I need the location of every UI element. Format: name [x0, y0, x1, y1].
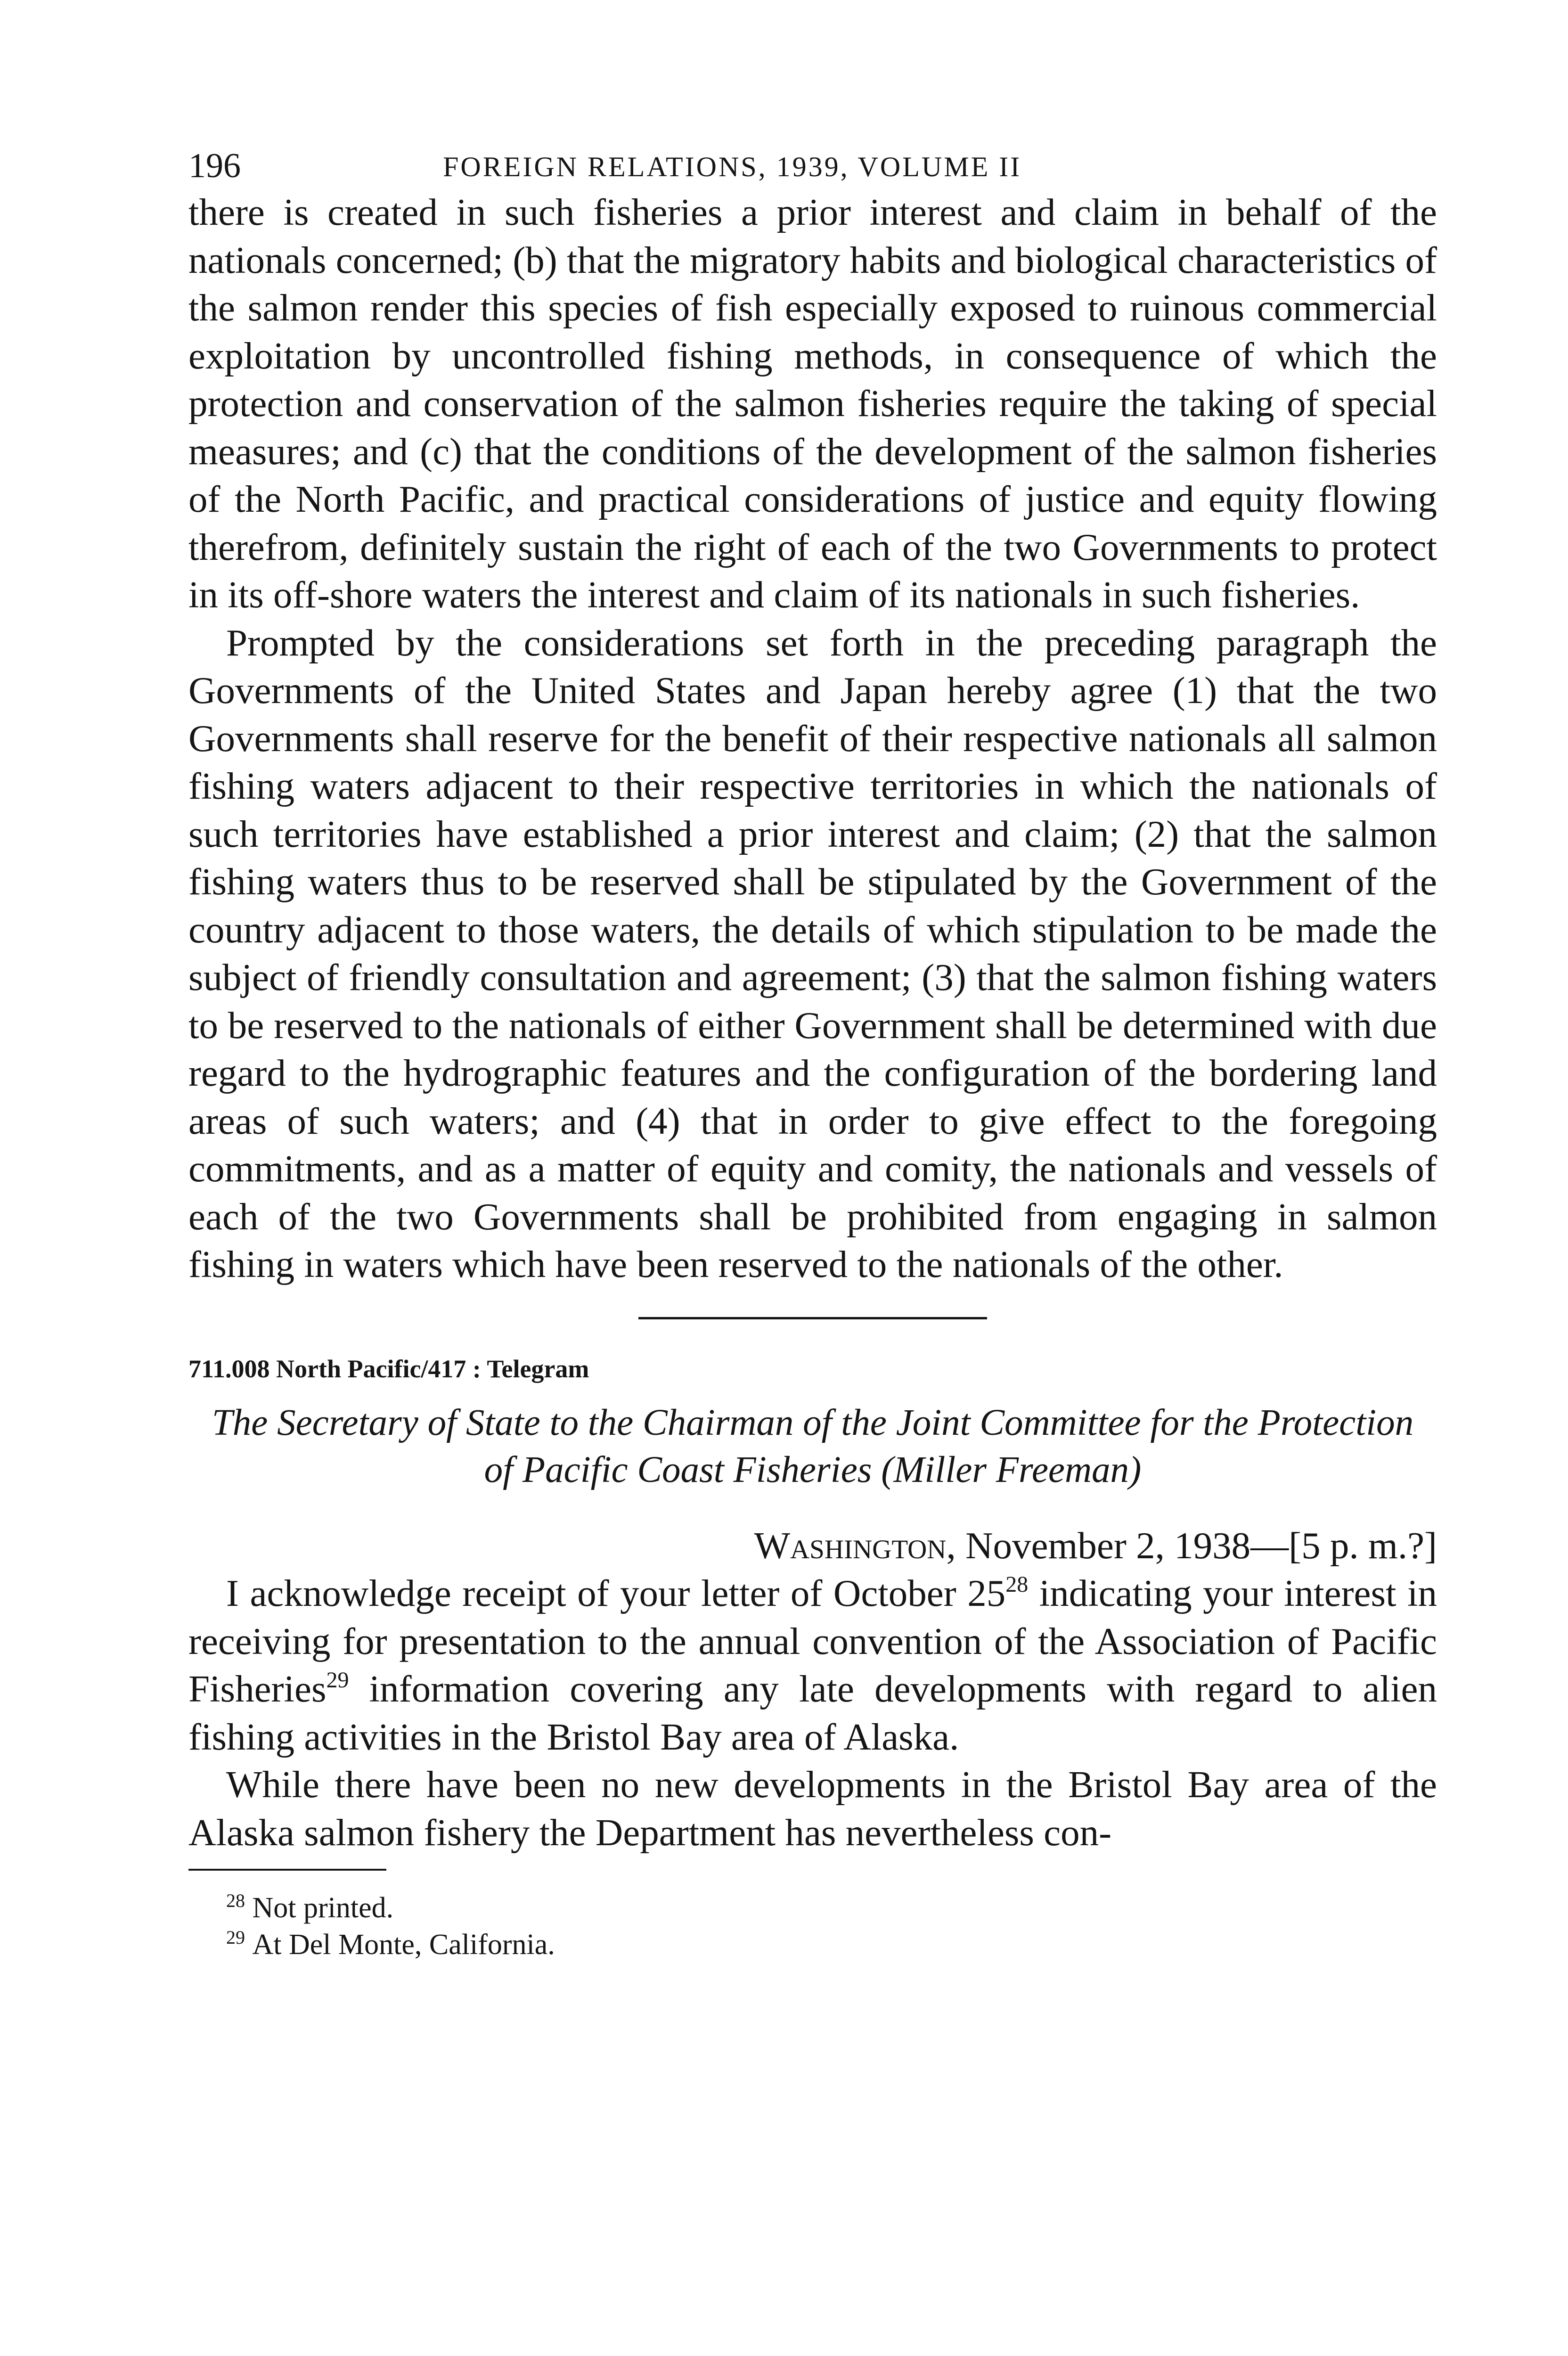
- text-segment: information covering any late developments with regard to alien fishing activities in the Bristol Bay area of Alaska.: [188, 1668, 1437, 1758]
- dateline-date: November 2, 1938—[5 p. m.?]: [956, 1524, 1437, 1567]
- footnote-marker: 29: [226, 1927, 245, 1948]
- footnote-text: Not printed.: [252, 1892, 394, 1924]
- footnote-marker: 28: [226, 1890, 245, 1911]
- footnote-ref-28: 28: [1005, 1572, 1029, 1597]
- paragraph-continued: there is created in such fisheries a prior interest and claim in behalf of the nationals concerned; (b) that the migratory habits and biological characteristics of the salmon render this species of fish especially exposed to ruinous commercial exploitation by uncontrolled fishing methods, in consequence of which the protection and conservation of the salmon fisheries require the taking of special measures; and (c) that the conditions of the development of the salmon fisheries of the North Pacific, and practical considerations of justice and equity flowing therefrom, definitely sustain the right of each of the two Governments to protect in its off-shore waters the interest and claim of its nationals in such fisheries.: [188, 191, 1437, 616]
- footnote-rule: [188, 1869, 386, 1871]
- text-segment: indicating your interest in receiving for presentation to the annual convention of the Association of Pacific Fisheries: [188, 1572, 1437, 1710]
- running-head: FOREIGN RELATIONS, 1939, VOLUME II: [443, 151, 1022, 182]
- paragraph-bristol-bay: While there have been no new developments in the Bristol Bay area of the Alaska salmon fishery the Department has nevertheless con-: [188, 1763, 1437, 1854]
- footnote-29: [226, 1926, 1437, 1963]
- document-page: [188, 137, 1437, 1963]
- page-header: [188, 137, 1437, 188]
- section-divider: [638, 1317, 987, 1319]
- dateline-city: Washington,: [754, 1524, 956, 1567]
- footnote-ref-29: 29: [326, 1668, 349, 1693]
- footnote-28: [226, 1890, 1437, 1926]
- paragraph-agreement: Prompted by the considerations set forth in the preceding paragraph the Governments of the United States and Japan hereby agree (1) that the two Governments shall reserve for the benefit of their respective nationals all salmon fishing waters adjacent to their respective territories in which the nationals of such territories have established a prior interest and claim; (2) that the salmon fishing waters thus to be reserved shall be stipulated by the Government of the country adjacent to those waters, the details of which stipulation to be made the subject of friendly consultation and agreement; (3) that the salmon fishing waters to be reserved to the nationals of either Government shall be determined with due regard to the hydrographic features and the configuration of the bordering land areas of such waters; and (4) that in order to give effect to the foregoing commitments, and as a matter of equity and comity, the nationals and vessels of each of the two Governments shall be prohibited from engaging in salmon fishing in waters which have been reserved to the nationals of the other.: [188, 621, 1437, 1285]
- page-number: 196: [188, 147, 241, 185]
- paragraph-acknowledge: [188, 1570, 1437, 1761]
- document-title: The Secretary of State to the Chairman of the Joint Committee for the Protection of Pacific Coast Fisheries (Miller Freeman): [212, 1402, 1414, 1490]
- footnote-text: At Del Monte, California.: [252, 1929, 555, 1961]
- document-reference: 711.008 North Pacific/417 : Telegram: [188, 1354, 589, 1383]
- dateline: [188, 1522, 1437, 1570]
- text-segment: I acknowledge receipt of your letter of October 25: [226, 1572, 1006, 1614]
